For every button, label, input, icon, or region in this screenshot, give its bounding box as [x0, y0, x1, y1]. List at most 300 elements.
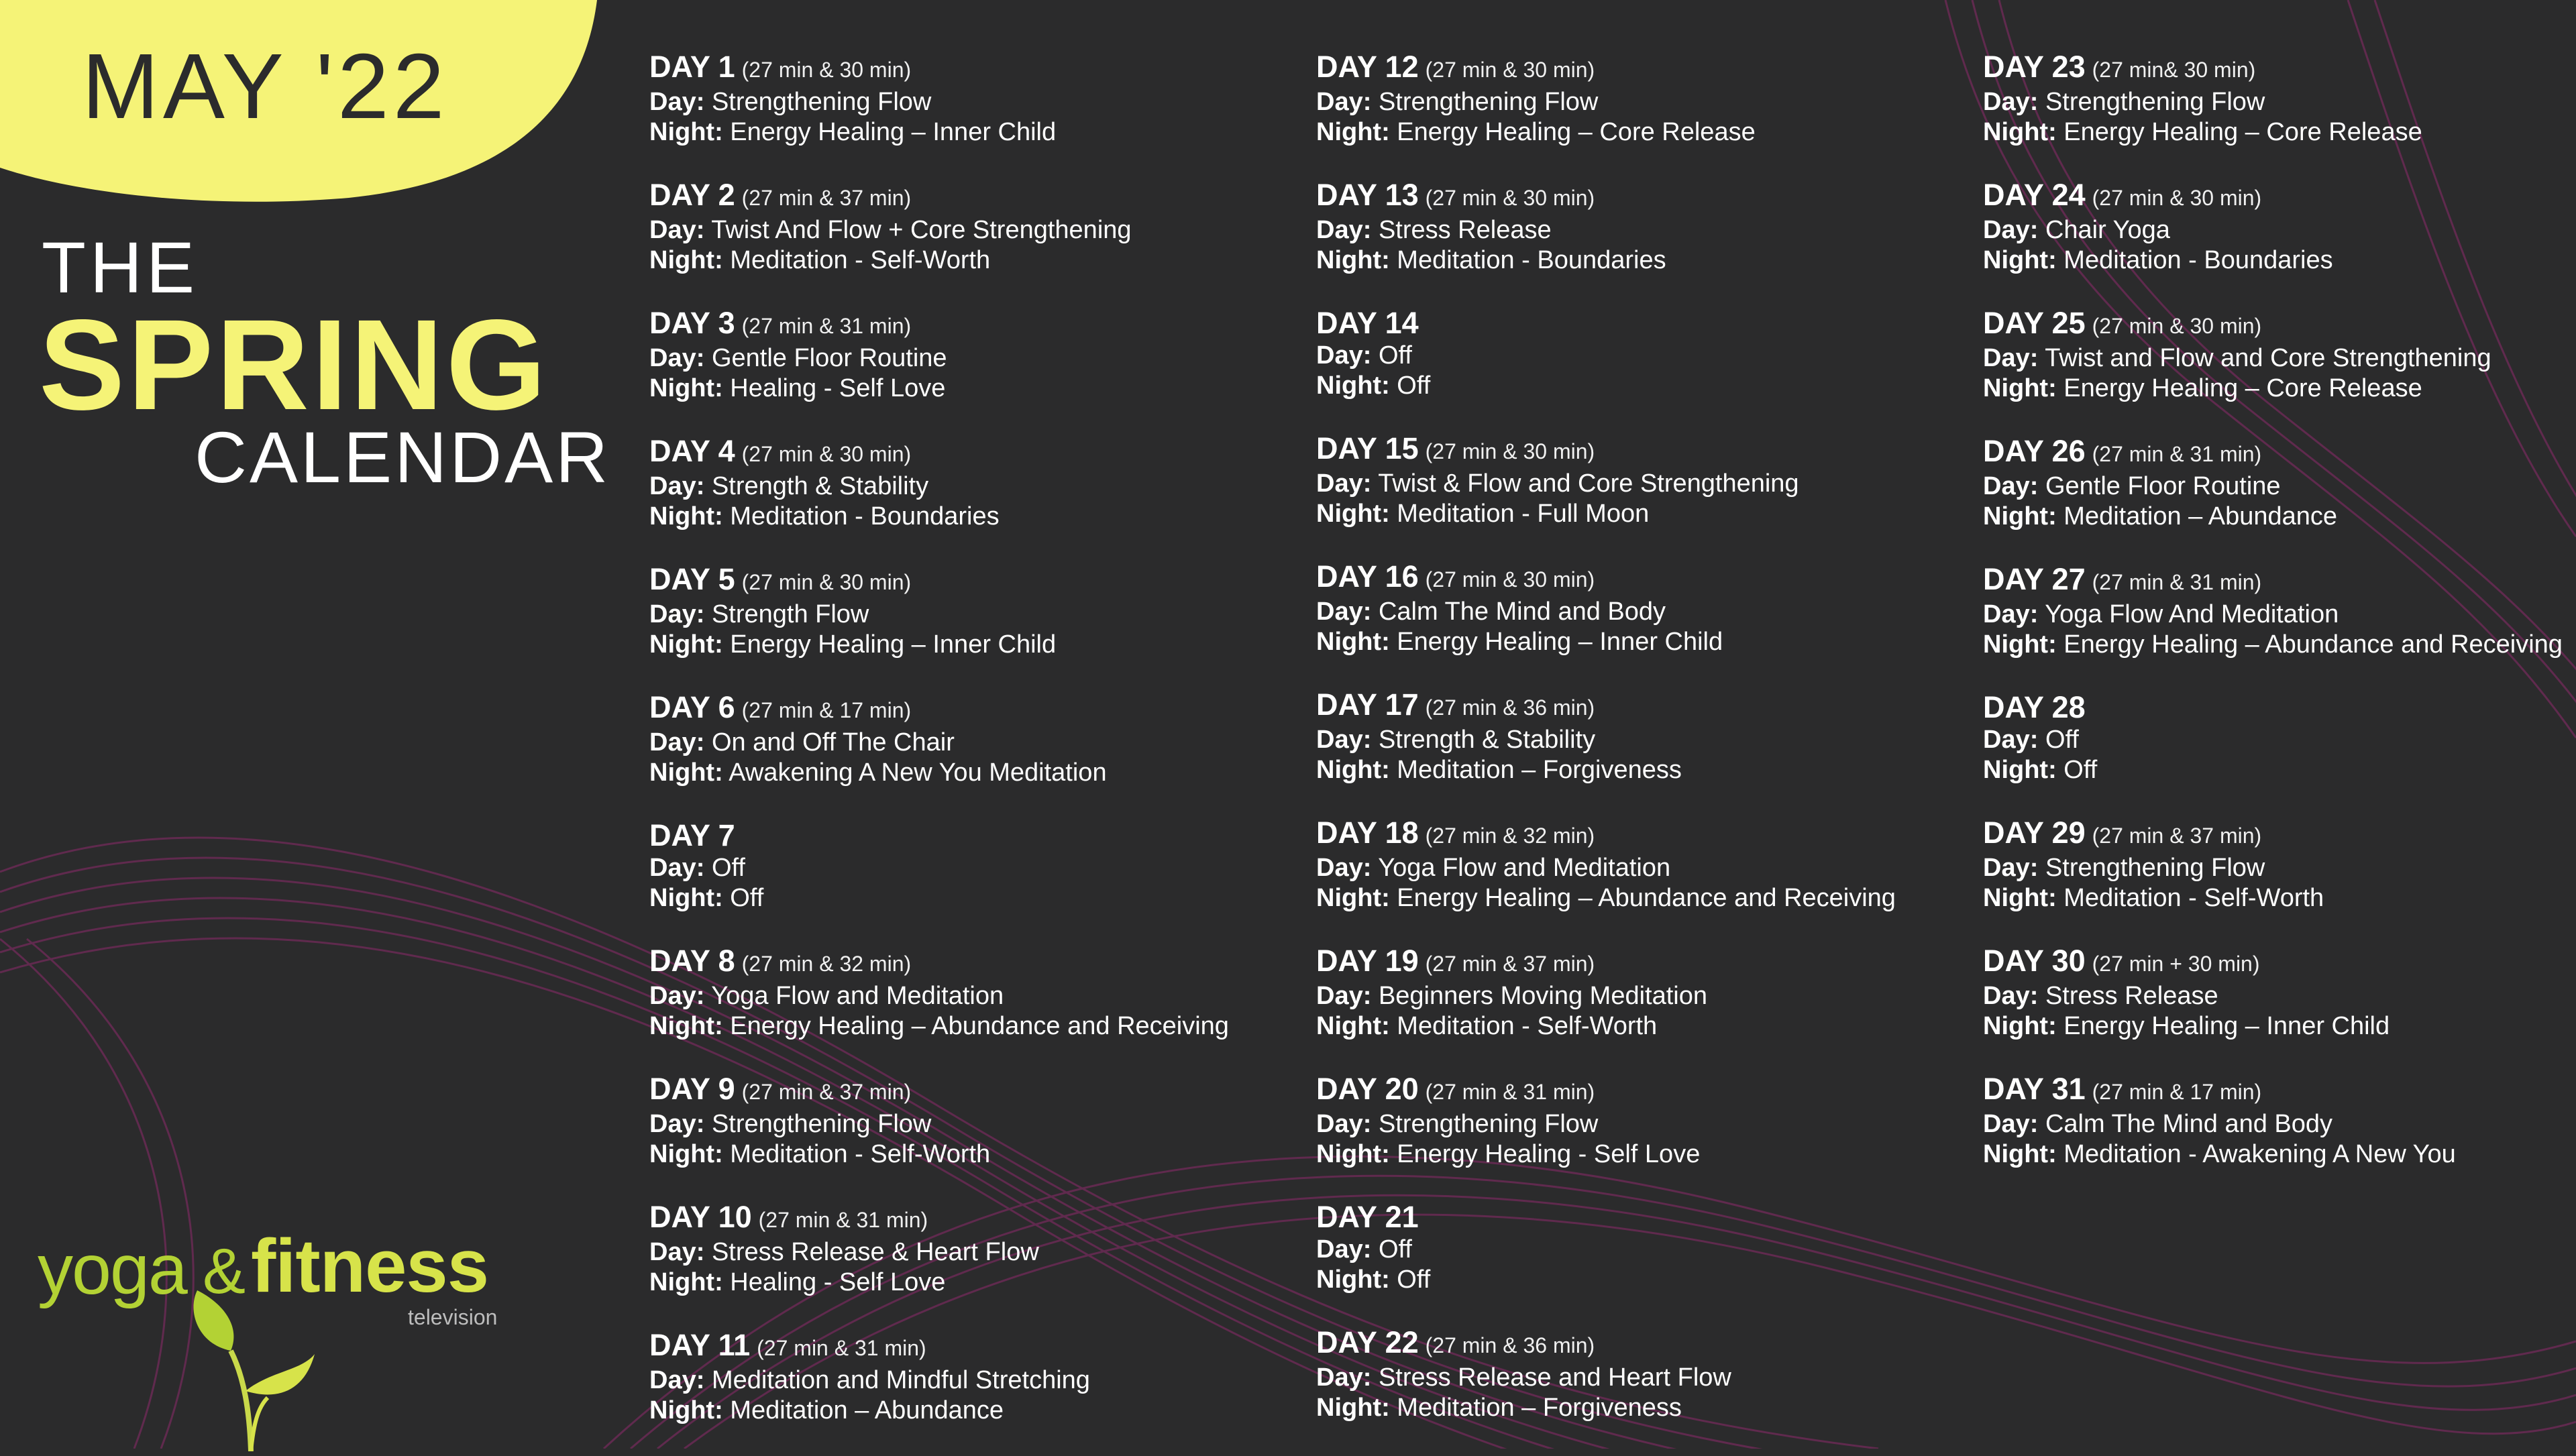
- night-activity: Meditation - Self-Worth: [730, 1140, 991, 1168]
- night-activity: Meditation – Forgiveness: [1397, 1394, 1682, 1422]
- day-activity: Yoga Flow and Meditation: [711, 982, 1004, 1010]
- day-activity: Strengthening Flow: [2045, 854, 2265, 882]
- calendar-column-1: [649, 50, 1280, 1456]
- night-activity: Energy Healing – Inner Child: [730, 118, 1057, 146]
- day-entry: [649, 178, 1280, 276]
- day-activity-line: [649, 1109, 1280, 1139]
- session-duration: (27 min & 37 min): [2092, 824, 2262, 848]
- day-heading: [649, 818, 1280, 853]
- day-heading: [1316, 559, 1947, 597]
- night-activity-line: [649, 1396, 1280, 1426]
- day-entry: [1983, 50, 2576, 148]
- night-activity-line: [649, 883, 1280, 913]
- night-activity: Meditation - Boundaries: [730, 502, 1000, 530]
- night-label: Night:: [1316, 1012, 1390, 1040]
- night-activity: Meditation - Awakening A New You: [2063, 1140, 2456, 1168]
- day-activity-line: [649, 1365, 1280, 1396]
- day-number: DAY 5: [649, 562, 735, 596]
- night-activity: Healing - Self Love: [730, 1268, 946, 1296]
- night-activity: Meditation - Boundaries: [2063, 246, 2333, 274]
- day-entry: [649, 818, 1280, 913]
- session-duration: (27 min & 37 min): [741, 1080, 912, 1104]
- session-duration: (27 min & 17 min): [741, 698, 912, 722]
- day-activity: Strengthening Flow: [1378, 88, 1599, 116]
- night-label: Night:: [1316, 500, 1390, 528]
- night-activity-line: [1316, 499, 1947, 529]
- night-activity-line: [1316, 627, 1947, 657]
- night-activity-line: [1316, 1139, 1947, 1170]
- day-label: Day:: [649, 472, 705, 500]
- night-activity-line: [649, 502, 1280, 532]
- night-activity: Off: [2063, 756, 2098, 784]
- day-label: Day:: [1316, 1363, 1372, 1392]
- session-duration: (27 min& 30 min): [2092, 58, 2256, 82]
- day-activity: Strengthening Flow: [1378, 1110, 1599, 1138]
- night-label: Night:: [1316, 1266, 1390, 1294]
- day-heading: [1316, 178, 1947, 215]
- night-activity-line: [1983, 502, 2576, 532]
- session-duration: (27 min & 17 min): [2092, 1080, 2262, 1104]
- night-activity-line: [1316, 1393, 1947, 1423]
- day-label: Day:: [1316, 854, 1372, 882]
- day-activity: Strengthening Flow: [2045, 88, 2265, 116]
- session-duration: (27 min & 30 min): [1425, 58, 1595, 82]
- night-activity-line: [1983, 1139, 2576, 1170]
- day-number: DAY 8: [649, 944, 735, 978]
- day-activity-line: [1983, 600, 2576, 630]
- day-heading: [1316, 1325, 1947, 1363]
- night-label: Night:: [649, 630, 723, 659]
- day-heading: [1316, 50, 1947, 87]
- day-heading: [1316, 306, 1947, 341]
- day-entry: [1983, 690, 2576, 785]
- day-number: DAY 9: [649, 1072, 735, 1106]
- day-label: Day:: [1983, 982, 2039, 1010]
- day-activity-line: [1316, 981, 1947, 1011]
- day-entry: [1316, 1200, 1947, 1295]
- night-label: Night:: [1316, 372, 1390, 400]
- logo-fitness-text: fitness: [251, 1224, 488, 1308]
- night-activity: Meditation - Self-Worth: [2063, 884, 2324, 912]
- day-activity-line: [1316, 1109, 1947, 1139]
- night-activity: Energy Healing – Core Release: [2063, 374, 2422, 402]
- session-duration: (27 min & 36 min): [1425, 1333, 1595, 1357]
- day-label: Day:: [649, 1110, 705, 1138]
- day-label: Day:: [649, 1366, 705, 1394]
- day-entry: [1316, 687, 1947, 785]
- night-label: Night:: [649, 1268, 723, 1296]
- calendar-column-2: [1316, 50, 1947, 1453]
- session-duration: (27 min & 31 min): [2092, 442, 2262, 466]
- night-label: Night:: [1983, 630, 2057, 659]
- day-number: DAY 21: [1316, 1200, 1419, 1234]
- session-duration: (27 min & 30 min): [1425, 439, 1595, 463]
- day-heading: [1316, 431, 1947, 469]
- night-activity-line: [649, 117, 1280, 148]
- day-heading: [1983, 1072, 2576, 1109]
- day-number: DAY 28: [1983, 690, 2086, 724]
- day-label: Day:: [1316, 982, 1372, 1010]
- night-activity: Energy Healing – Abundance and Receiving: [2063, 630, 2563, 659]
- night-label: Night:: [649, 1140, 723, 1168]
- day-activity: Gentle Floor Routine: [2045, 472, 2281, 500]
- night-label: Night:: [1316, 1394, 1390, 1422]
- day-heading: [649, 1328, 1280, 1365]
- day-entry: [1983, 816, 2576, 913]
- day-label: Day:: [1983, 726, 2039, 754]
- day-entry: [1316, 1325, 1947, 1423]
- day-entry: [649, 1072, 1280, 1170]
- night-activity-line: [649, 1011, 1280, 1042]
- night-label: Night:: [1316, 756, 1390, 784]
- night-activity: Meditation - Self-Worth: [1397, 1012, 1658, 1040]
- day-label: Day:: [649, 982, 705, 1010]
- night-label: Night:: [649, 502, 723, 530]
- day-number: DAY 12: [1316, 50, 1419, 84]
- day-activity-line: [1983, 981, 2576, 1011]
- night-activity: Energy Healing – Abundance and Receiving: [730, 1012, 1229, 1040]
- day-entry: [649, 1200, 1280, 1298]
- day-number: DAY 15: [1316, 431, 1419, 465]
- night-label: Night:: [1316, 628, 1390, 656]
- day-number: DAY 31: [1983, 1072, 2086, 1106]
- day-heading: [649, 944, 1280, 981]
- day-entry: [649, 944, 1280, 1042]
- night-label: Night:: [1983, 374, 2057, 402]
- day-label: Day:: [1316, 598, 1372, 626]
- day-heading: [649, 434, 1280, 471]
- day-entry: [1316, 178, 1947, 276]
- day-label: Day:: [1983, 854, 2039, 882]
- day-activity-line: [1983, 343, 2576, 374]
- night-activity-line: [1316, 1265, 1947, 1295]
- night-label: Night:: [1983, 1140, 2057, 1168]
- day-activity-line: [1316, 1363, 1947, 1393]
- day-heading: [649, 690, 1280, 728]
- night-activity-line: [1316, 245, 1947, 276]
- day-activity: Stress Release: [2045, 982, 2218, 1010]
- day-heading: [1983, 816, 2576, 853]
- day-heading: [649, 1200, 1280, 1237]
- session-duration: (27 min & 37 min): [1425, 952, 1595, 976]
- day-activity: Beginners Moving Meditation: [1378, 982, 1707, 1010]
- day-activity: Gentle Floor Routine: [711, 344, 947, 372]
- night-label: Night:: [649, 884, 723, 912]
- day-activity-line: [1316, 215, 1947, 245]
- day-activity: Chair Yoga: [2045, 216, 2170, 244]
- logo-television-text: television: [408, 1305, 498, 1329]
- day-number: DAY 26: [1983, 434, 2086, 468]
- day-number: DAY 4: [649, 434, 735, 468]
- day-entry: [649, 306, 1280, 404]
- day-activity: Strength & Stability: [711, 472, 929, 500]
- day-activity-line: [649, 1237, 1280, 1268]
- day-number: DAY 29: [1983, 816, 2086, 850]
- night-activity: Off: [1397, 372, 1431, 400]
- day-number: DAY 19: [1316, 944, 1419, 978]
- day-activity-line: [1316, 1235, 1947, 1265]
- day-label: Day:: [649, 1238, 705, 1266]
- day-activity-line: [1316, 597, 1947, 627]
- day-label: Day:: [1983, 344, 2039, 372]
- day-entry: [1316, 944, 1947, 1042]
- night-activity-line: [1983, 630, 2576, 660]
- session-duration: (27 min & 30 min): [741, 442, 912, 466]
- day-entry: [649, 562, 1280, 660]
- day-activity-line: [1316, 87, 1947, 117]
- yoga-fitness-logo: [38, 1224, 521, 1449]
- title-spring: SPRING: [39, 292, 549, 437]
- day-activity: Meditation and Mindful Stretching: [711, 1366, 1090, 1394]
- day-number: DAY 7: [649, 818, 735, 852]
- night-activity: Energy Healing – Inner Child: [730, 630, 1057, 659]
- day-heading: [1983, 690, 2576, 725]
- day-heading: [649, 306, 1280, 343]
- day-activity: Strengthening Flow: [711, 88, 932, 116]
- night-activity-line: [1983, 117, 2576, 148]
- night-activity-line: [649, 245, 1280, 276]
- session-duration: (27 min & 36 min): [1425, 695, 1595, 720]
- day-entry: [649, 1328, 1280, 1426]
- night-activity-line: [649, 630, 1280, 660]
- night-activity-line: [1983, 1011, 2576, 1042]
- night-activity: Meditation - Self-Worth: [730, 246, 991, 274]
- day-label: Day:: [649, 854, 705, 882]
- day-number: DAY 14: [1316, 306, 1419, 340]
- session-duration: (27 min & 32 min): [741, 952, 912, 976]
- day-label: Day:: [1316, 1110, 1372, 1138]
- day-activity: Twist and Flow and Core Strengthening: [2045, 344, 2491, 372]
- night-activity: Meditation – Abundance: [730, 1396, 1004, 1424]
- session-duration: (27 min & 31 min): [1425, 1080, 1595, 1104]
- night-label: Night:: [1983, 1012, 2057, 1040]
- night-activity-line: [649, 1268, 1280, 1298]
- night-label: Night:: [1316, 118, 1390, 146]
- night-label: Night:: [1983, 884, 2057, 912]
- day-number: DAY 16: [1316, 559, 1419, 594]
- night-activity: Energy Healing - Self Love: [1397, 1140, 1701, 1168]
- night-label: Night:: [649, 759, 723, 787]
- day-activity-line: [649, 600, 1280, 630]
- day-label: Day:: [1983, 88, 2039, 116]
- session-duration: (27 min & 31 min): [2092, 570, 2262, 594]
- day-heading: [649, 178, 1280, 215]
- day-activity: Stress Release: [1378, 216, 1552, 244]
- day-heading: [1983, 434, 2576, 471]
- session-duration: (27 min & 30 min): [2092, 186, 2262, 210]
- day-label: Day:: [1316, 216, 1372, 244]
- day-number: DAY 3: [649, 306, 735, 340]
- night-label: Night:: [649, 1396, 723, 1424]
- day-label: Day:: [649, 728, 705, 757]
- night-activity: Meditation - Full Moon: [1397, 500, 1650, 528]
- logo-ampersand: &: [203, 1235, 246, 1307]
- session-duration: (27 min & 37 min): [741, 186, 912, 210]
- night-activity: Awakening A New You Meditation: [729, 759, 1107, 787]
- day-label: Day:: [1316, 726, 1372, 754]
- night-activity: Off: [730, 884, 764, 912]
- night-label: Night:: [1983, 756, 2057, 784]
- day-activity-line: [1983, 471, 2576, 502]
- day-label: Day:: [1983, 600, 2039, 628]
- day-activity-line: [649, 215, 1280, 245]
- day-number: DAY 23: [1983, 50, 2086, 84]
- day-entry: [1316, 431, 1947, 529]
- day-number: DAY 17: [1316, 687, 1419, 722]
- night-activity: Meditation – Abundance: [2063, 502, 2338, 530]
- night-label: Night:: [649, 1012, 723, 1040]
- day-number: DAY 27: [1983, 562, 2086, 596]
- day-heading: [1316, 1072, 1947, 1109]
- night-activity-line: [1983, 374, 2576, 404]
- session-duration: (27 min & 30 min): [1425, 186, 1595, 210]
- day-label: Day:: [1983, 216, 2039, 244]
- day-activity-line: [649, 87, 1280, 117]
- session-duration: (27 min & 31 min): [741, 314, 912, 338]
- night-activity: Energy Healing – Core Release: [1397, 118, 1756, 146]
- night-activity-line: [649, 374, 1280, 404]
- night-label: Night:: [649, 118, 723, 146]
- day-activity: Strengthening Flow: [711, 1110, 932, 1138]
- day-heading: [649, 1072, 1280, 1109]
- day-activity-line: [1983, 87, 2576, 117]
- day-entry: [1983, 1072, 2576, 1170]
- night-activity-line: [1316, 883, 1947, 913]
- day-activity-line: [649, 728, 1280, 758]
- day-heading: [1983, 50, 2576, 87]
- night-activity-line: [1316, 755, 1947, 785]
- day-activity: Stress Release and Heart Flow: [1378, 1363, 1731, 1392]
- night-activity: Meditation – Forgiveness: [1397, 756, 1682, 784]
- day-heading: [1983, 944, 2576, 981]
- day-entry: [1316, 306, 1947, 401]
- day-activity-line: [1983, 725, 2576, 755]
- night-label: Night:: [649, 374, 723, 402]
- day-activity-line: [1316, 341, 1947, 371]
- night-activity: Energy Healing – Inner Child: [1397, 628, 1723, 656]
- day-heading: [1983, 306, 2576, 343]
- day-activity: On and Off The Chair: [711, 728, 955, 757]
- night-activity-line: [1316, 1011, 1947, 1042]
- calendar-column-3: [1983, 50, 2576, 1200]
- day-label: Day:: [1316, 341, 1372, 370]
- session-duration: (27 min & 31 min): [757, 1336, 926, 1360]
- day-activity: Off: [1378, 1235, 1412, 1264]
- day-heading: [1316, 816, 1947, 853]
- day-entry: [1316, 816, 1947, 913]
- night-label: Night:: [1316, 1140, 1390, 1168]
- day-entry: [1983, 178, 2576, 276]
- day-activity: Twist & Flow and Core Strengthening: [1378, 469, 1799, 498]
- day-heading: [1316, 944, 1947, 981]
- day-heading: [649, 562, 1280, 600]
- session-duration: (27 min & 32 min): [1425, 824, 1595, 848]
- night-activity: Energy Healing – Core Release: [2063, 118, 2422, 146]
- day-activity-line: [649, 471, 1280, 502]
- day-number: DAY 18: [1316, 816, 1419, 850]
- day-heading: [649, 50, 1280, 87]
- day-entry: [1983, 944, 2576, 1042]
- session-duration: (27 min & 30 min): [741, 58, 912, 82]
- day-number: DAY 20: [1316, 1072, 1419, 1106]
- logo-yoga-text: yoga: [38, 1230, 186, 1309]
- day-activity: Off: [2045, 726, 2079, 754]
- day-heading: [1316, 1200, 1947, 1235]
- day-label: Day:: [649, 216, 705, 244]
- day-activity: Calm The Mind and Body: [2045, 1110, 2333, 1138]
- day-heading: [1316, 687, 1947, 725]
- day-number: DAY 30: [1983, 944, 2086, 978]
- day-number: DAY 1: [649, 50, 735, 84]
- day-activity-line: [1983, 215, 2576, 245]
- day-activity: Twist And Flow + Core Strengthening: [711, 216, 1132, 244]
- day-number: DAY 2: [649, 178, 735, 212]
- day-label: Day:: [1983, 1110, 2039, 1138]
- session-duration: (27 min & 31 min): [758, 1208, 928, 1232]
- night-activity-line: [649, 758, 1280, 788]
- day-number: DAY 22: [1316, 1325, 1419, 1359]
- day-activity-line: [1316, 725, 1947, 755]
- night-activity: Meditation - Boundaries: [1397, 246, 1666, 274]
- session-duration: (27 min + 30 min): [2092, 952, 2260, 976]
- day-activity-line: [1316, 469, 1947, 499]
- day-label: Day:: [1316, 1235, 1372, 1264]
- title-the: THE: [42, 227, 199, 308]
- day-activity: Strength Flow: [711, 600, 869, 628]
- day-label: Day:: [649, 344, 705, 372]
- day-activity: Off: [1378, 341, 1412, 370]
- day-number: DAY 11: [649, 1328, 751, 1362]
- day-activity: Calm The Mind and Body: [1378, 598, 1666, 626]
- day-entry: [1983, 434, 2576, 532]
- night-activity: Energy Healing – Abundance and Receiving: [1397, 884, 1896, 912]
- day-activity: Strength & Stability: [1378, 726, 1596, 754]
- month-title: MAY '22: [82, 35, 449, 138]
- title-calendar: CALENDAR: [195, 416, 611, 498]
- day-entry: [1316, 1072, 1947, 1170]
- day-entry: [1983, 562, 2576, 660]
- day-heading: [1983, 562, 2576, 600]
- day-entry: [1316, 559, 1947, 657]
- day-number: DAY 10: [649, 1200, 752, 1234]
- day-label: Day:: [649, 88, 705, 116]
- day-number: DAY 6: [649, 690, 735, 724]
- day-label: Day:: [1316, 88, 1372, 116]
- night-label: Night:: [1983, 246, 2057, 274]
- day-number: DAY 24: [1983, 178, 2086, 212]
- night-activity-line: [1316, 371, 1947, 401]
- day-activity: Yoga Flow And Meditation: [2045, 600, 2339, 628]
- day-entry: [649, 690, 1280, 788]
- day-label: Day:: [1983, 472, 2039, 500]
- night-label: Night:: [1316, 246, 1390, 274]
- session-duration: (27 min & 30 min): [1425, 567, 1595, 592]
- session-duration: (27 min & 30 min): [741, 570, 912, 594]
- night-activity-line: [1983, 755, 2576, 785]
- day-number: DAY 13: [1316, 178, 1419, 212]
- night-label: Night:: [1983, 502, 2057, 530]
- day-entry: [649, 50, 1280, 148]
- day-activity-line: [649, 343, 1280, 374]
- night-activity: Energy Healing – Inner Child: [2063, 1012, 2390, 1040]
- day-activity-line: [649, 853, 1280, 883]
- day-entry: [1983, 306, 2576, 404]
- day-activity-line: [1983, 1109, 2576, 1139]
- day-activity: Yoga Flow and Meditation: [1378, 854, 1671, 882]
- day-number: DAY 25: [1983, 306, 2086, 340]
- day-label: Day:: [1316, 469, 1372, 498]
- day-activity: Stress Release & Heart Flow: [711, 1238, 1039, 1266]
